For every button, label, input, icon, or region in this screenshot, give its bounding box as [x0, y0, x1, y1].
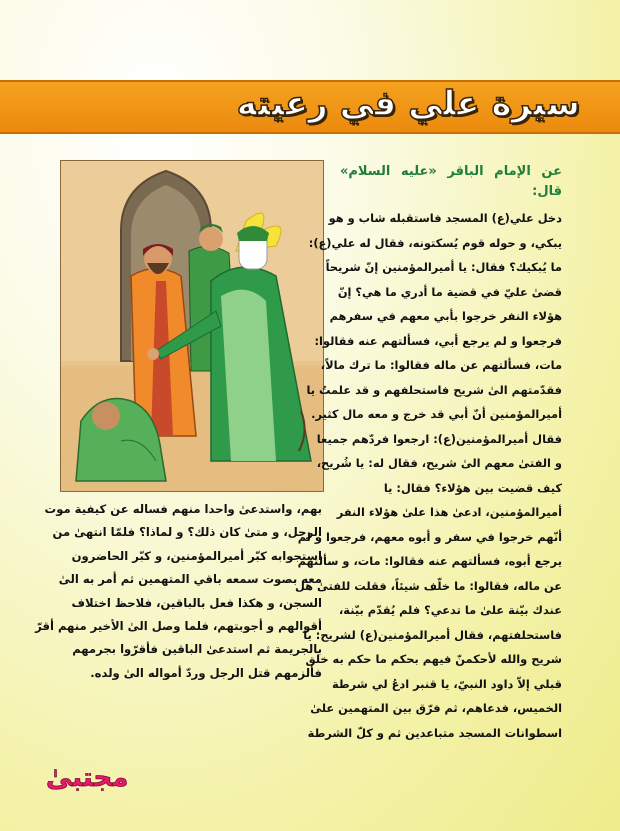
text-line: عندك بيّنة علىٰ ما تدعي؟ فلم يُقدّم بيّنة،: [338, 603, 562, 617]
text-line: فقال أميرالمؤمنين(ع): ارجعوا فردّهم جميعا: [316, 431, 562, 446]
text-line: فاستحلفتهم، فقال أميرالمؤمنين(ع) لشريح: يا: [303, 627, 562, 642]
text-line: هؤلاء النفر خرجوا بأبي معهم في سفرهم: [329, 309, 562, 323]
text-line: قضىٰ عليّ في قضية ما أدري ما هي؟ إنّ: [337, 284, 562, 299]
article-lead: عن الإمام الباقر «عليه السلام» قال:: [340, 164, 562, 199]
text-line: استجوابه كبّر أميرالمؤمنين، و كبّر الحاضرون: [71, 548, 322, 563]
text-line: عن ماله، فقالوا: ما خلّف شيئاً، فقلت للفتىٰ هل: [295, 578, 562, 593]
article-left-column: [35, 498, 322, 685]
text-line: شريح والله لأحكمنّ فيهم بحكم ما حكم به خلق: [305, 652, 562, 666]
text-line: أميرالمؤمنين، ادعىٰ هذا علىٰ هؤلاء النفر: [336, 505, 562, 519]
text-line: بهم، واستدعىٰ واحدا منهم فساله عن كيفية موت: [44, 502, 322, 516]
page-title: سيرة علي في رعيته: [236, 84, 580, 124]
text-line: يرجع أبوه، فسألتهم عنه فقالوا: مات، و سألتهم: [297, 554, 562, 568]
text-line: أميرالمؤمنين أنّ أبي قد خرج و معه مال كثير.: [311, 407, 562, 421]
text-line: بالجريمة ثم استدعىٰ الباقين فأقرّوا بجرمهم: [72, 642, 322, 657]
text-line: فقدّمتهم الىٰ شريح فاستحلفهم و قد علمتُ يا: [306, 382, 562, 397]
text-line: فرجعوا و لم يرجع أبي، فسألتهم عنه فقالوا:: [314, 333, 562, 348]
magazine-logo: مجتبیٰ: [46, 763, 129, 793]
text-line: اسطوانات المسجد متباعدين ثم و كلّ الشرطة: [307, 725, 562, 740]
text-line: أنّهم خرجوا في سفر و أبوه معهم، فرجعوا و لم: [297, 529, 562, 544]
text-line: قبلي إلاّ داود النبيّ، يا قنبر ادعُ لي شرطة: [331, 676, 562, 691]
story-illustration: [60, 160, 324, 492]
article-right-column: [295, 162, 562, 745]
text-line: معه بصوت سمعه باقي المتهمين ثم أمر به الىٰ: [58, 572, 322, 587]
text-line: ما يُبكيك؟ فقال: يا أميرالمؤمنين إنّ شريحاً: [325, 260, 562, 274]
text-line: أقوالهم و أجوبتهم، فلما وصل الىٰ الأخير منهم أقرّ: [35, 619, 322, 634]
title-band: [0, 80, 620, 134]
text-line: دخل علي(ع) المسجد فاستقبله شاب و هو: [328, 211, 562, 225]
text-line: السجن، و هكذا فعل بالباقين، فلاحظ اختلاف: [71, 595, 322, 610]
text-line: مات، فسألتهم عن ماله فقالوا: ما ترك مالاً،: [320, 358, 562, 372]
text-line: كيف قضيت بين هؤلاء؟ فقال: يا: [383, 480, 562, 495]
text-line: و الفتىٰ معهم الىٰ شريح، فقال له: يا شُريح،: [316, 456, 562, 470]
text-line: يبكي، و حوله قوم يُسكتونه، فقال له علي(ع):: [308, 235, 562, 250]
text-line: الرجل، و متىٰ كان ذلك؟ و لماذا؟ فلمّا انتهىٰ من: [52, 525, 322, 540]
text-line: الخميس، فدعاهم، ثم فرّق بين المتهمين علىٰ: [310, 701, 562, 715]
text-line: فألزمهم قتل الرجل وردّ أمواله الىٰ ولده.: [90, 665, 322, 680]
